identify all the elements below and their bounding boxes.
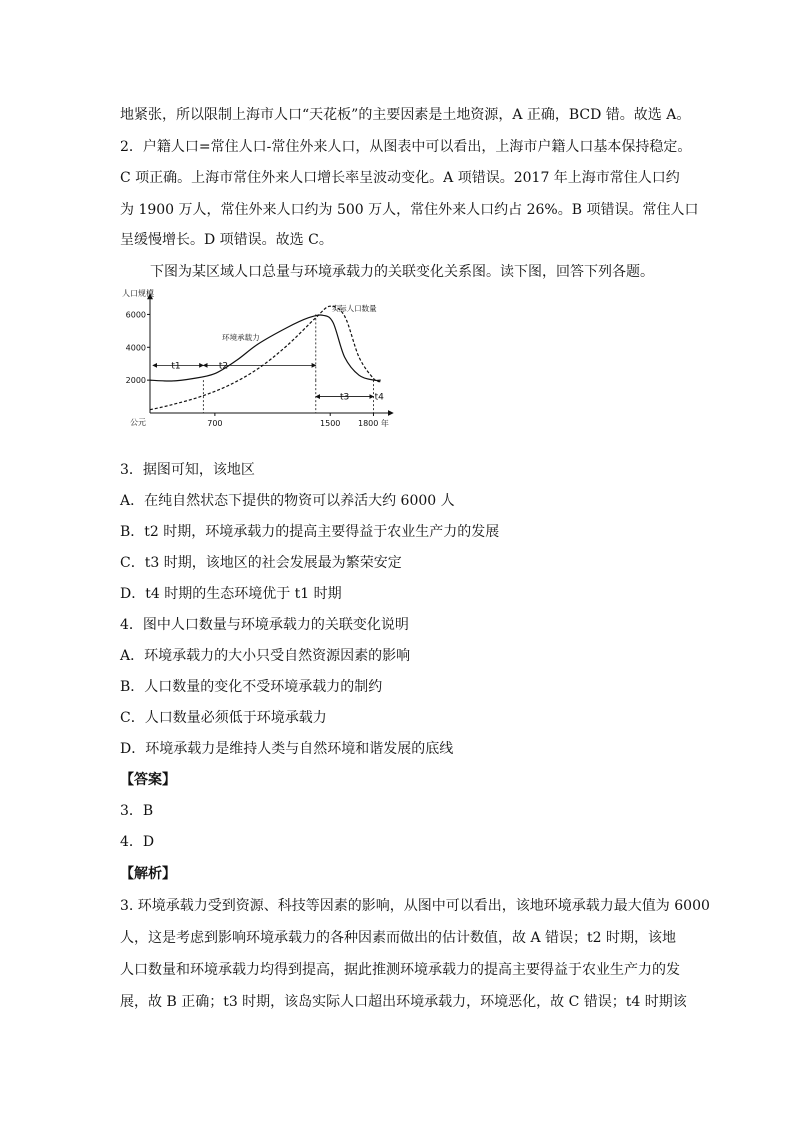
chart-svg — [120, 288, 400, 448]
period-label-t4: t4 — [374, 392, 384, 403]
question-3-stem: 3．据图可知，该地区 — [120, 462, 255, 478]
question-3-option-c: C．t3 时期，该地区的社会发展最为繁荣安定 — [120, 555, 402, 571]
text-line: 为 1900 万人，常住外来人口约为 500 万人，常住外来人口约占 26%。B 项错误。常住人口 — [120, 202, 699, 218]
x-tick-label: 1500 — [320, 419, 341, 428]
question-4-option-a: A．环境承载力的大小只受自然资源因素的影响 — [120, 648, 411, 664]
question-4-stem: 4．图中人口数量与环境承载力的关联变化说明 — [120, 617, 409, 633]
text-line: 地紧张，所以限制上海市人口“天花板”的主要因素是土地资源，A 正确，BCD 错。故选 A。 — [120, 107, 691, 123]
y-tick-label: 6000 — [125, 310, 146, 320]
question-4-option-b: B．人口数量的变化不受环境承载力的制约 — [120, 679, 383, 695]
x-tick-label: 1800 年 — [358, 419, 389, 428]
question-4-option-d: D．环境承载力是维持人类与自然环境和谐发展的底线 — [120, 741, 454, 757]
y-axis-label: 人口规模 — [122, 289, 154, 298]
period-label-t3: t3 — [339, 392, 350, 403]
answer-heading: 【答案】 — [120, 772, 176, 788]
analysis-line: 人口数量和环境承载力均得到提高，据此推测环境承载力的提高主要得益于农业生产力的发 — [120, 962, 680, 978]
series-label-carrying-capacity: 环境承载力 — [222, 332, 260, 342]
answer-3: 3．B — [120, 803, 154, 819]
analysis-line: 人，这是考虑到影响环境承载力的各种因素而做出的估计数值，故 A 错误；t2 时期，该地 — [120, 930, 676, 946]
series-carrying-capacity-line — [150, 315, 381, 381]
y-tick-label: 4000 — [125, 343, 146, 353]
text-line: 2．户籍人口=常住人口-常住外来人口，从图表中可以看出，上海市户籍人口基本保持稳定。 — [120, 139, 692, 155]
y-tick-label: 2000 — [125, 376, 146, 386]
population-chart — [120, 288, 400, 448]
text-line: C 项正确。上海市常住外来人口增长率呈波动变化。A 项错误。2017 年上海市常住人口约 — [120, 170, 680, 186]
text-line: 呈缓慢增长。D 项错误。故选 C。 — [120, 232, 333, 248]
question-3-option-d: D．t4 时期的生态环境优于 t1 时期 — [120, 586, 342, 602]
period-label-t1: t1 — [171, 361, 181, 372]
x-tick-label: 700 — [207, 419, 223, 428]
question-3-option-b: B．t2 时期，环境承载力的提高主要得益于农业生产力的发展 — [120, 524, 500, 540]
analysis-heading: 【解析】 — [120, 866, 176, 882]
answer-4: 4．D — [120, 834, 155, 850]
figure-intro: 下图为某区域人口总量与环境承载力的关联变化关系图。读下图，回答下列各题。 — [150, 264, 654, 280]
series-label-actual-population: 实际人口数量 — [331, 304, 377, 314]
analysis-line: 展，故 B 正确；t3 时期，该岛实际人口超出环境承载力，环境恶化，故 C 错误；t4 时期该 — [120, 994, 687, 1010]
question-4-option-c: C．人口数量必须低于环境承载力 — [120, 710, 327, 726]
x-axis-start-label: 公元 — [130, 418, 146, 427]
question-3-option-a: A．在纯自然状态下提供的物资可以养活大约 6000 人 — [120, 493, 455, 509]
analysis-line: 3. 环境承载力受到资源、科技等因素的影响，从图中可以看出，该地环境承载力最大值为 6000 — [120, 898, 710, 914]
period-label-t2: t2 — [218, 361, 229, 372]
